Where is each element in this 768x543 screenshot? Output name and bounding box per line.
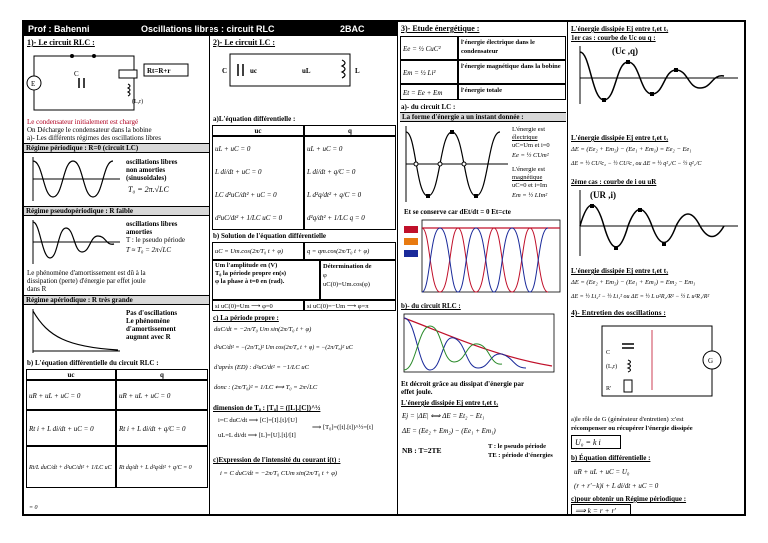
phase-determination-box (320, 260, 396, 300)
maintenance-ed-title: b) Équation différentielle : (571, 454, 651, 462)
phase-line: φ la phase à t=0 en (rad). (215, 278, 285, 285)
dissipated-title-2: L'énergie dissipée Ej entre t₁et t₂ (571, 134, 669, 142)
svg-text:E: E (31, 80, 36, 88)
aperiodic-text-2: Le phénomène (126, 317, 170, 325)
section-2-title: 2)- Le circuit LC : (213, 38, 276, 47)
dimension-eq-2: uL=L di/dt ⟹ [L]=[U].[t]/[I] (218, 432, 296, 439)
case-2-eq-1: ΔE = (Ee₂ + Em₂) − (Ee₁ + Em₁) = Em₂ − Em₁ (571, 279, 696, 286)
svg-text:G: G (708, 357, 714, 365)
energy-total-formula: Et = Ee + Em (400, 84, 458, 100)
svg-text:C: C (606, 350, 611, 356)
lc-energy-title: a)- du circuit LC : (401, 103, 456, 111)
current-eq: i = C duC/dt = −2π/T₀ CUm sin(2π/T₀ t + φ) (220, 470, 338, 477)
periodic-text-1: oscillations libres (126, 158, 178, 166)
aperiodic-text-3: d'amortissement (126, 325, 176, 333)
rlc-table-header-uc: uc (26, 369, 116, 380)
regime-aperiodic-title: Régime apériodique : R très grande (24, 295, 209, 305)
case-1-axis-label: (Uc ,q) (612, 46, 638, 56)
rlc-table-cell: Rt i + L di/dt + uC = 0 (26, 410, 116, 446)
regime-pseudo-title: Régime pseudopériodique : R faible (24, 206, 209, 216)
solution-q: q = qm.cos(2π/T₀ t + φ) (304, 242, 396, 260)
energy-mag-formula: Em = ½ Li² (400, 60, 458, 84)
section-1-title: 1)- Le circuit RLC : (27, 38, 95, 47)
uc-time-curve (402, 124, 510, 204)
lc-eq: d²uC/dt² + 1/LC uC = 0 (215, 214, 283, 222)
periodic-condition-title: c)pour obtenir un Régime périodique : (571, 495, 687, 503)
period-title: c) La période propre : (213, 314, 279, 322)
pseudo-formula: T ≈ T₀ = 2π√LC (126, 246, 172, 254)
column-energy (398, 22, 568, 514)
svg-text:L: L (355, 67, 360, 75)
rlc-table-cell: Rt i + L di/dt + q/C = 0 (116, 410, 208, 446)
amplitude-box (212, 260, 320, 300)
rlc-circuit-diagram (24, 48, 210, 118)
section-4-title: 4)- Entretien des oscillations : (571, 308, 666, 317)
phase-case-2: si uC(0)=−Um ⟶ φ=π (304, 300, 396, 311)
mag-key-2: magnétique (512, 174, 543, 181)
det-line: uC(0)=Um.cos(φ) (323, 281, 370, 288)
rlc-table-header-q: q (116, 369, 208, 380)
lc-table-col-q (304, 136, 396, 230)
case-1-title: 1er cas : courbe de Uc ou q : (571, 34, 656, 42)
maintenance-eq-1: uR + uL + uC = U₀ (574, 468, 630, 476)
case-2-eq-2: ΔE = ½ Li₂² − ½ Li₁² ou ΔE = ½ L u²R₂/R² − ½ L u²R₁/R² (571, 294, 710, 300)
lc-table-header-uc: uc (212, 125, 304, 136)
pseudo-text-2: amorties (126, 228, 153, 236)
damping-note-2: dissipation (perte) d'énergie par effet joule (27, 277, 146, 285)
g-role-2: récompenser ou récupérer l'énergie dissipée (571, 425, 693, 432)
nb-line: NB : T=2TE (402, 446, 442, 455)
phase-case-1: si uC(0)=Um ⟶ φ=0 (212, 300, 304, 311)
lc-eq: uL + uC = 0 (307, 145, 343, 153)
rlc-table-cell: uR + uL + uC = 0 (26, 380, 116, 410)
case-1-eq-1: ΔE = (Ee₂ + Em₂) − (Ee₁ + Em₁) = Ee₂ − Ee₁ (571, 146, 692, 153)
elec-key-3: uC=Um et i=0 (512, 142, 550, 149)
mag-key-1: L'énergie est (512, 166, 545, 173)
rlc-energy-title: b)- du circuit RLC : (401, 302, 461, 310)
pseudo-periodic-curve (28, 218, 123, 266)
det-line: φ (323, 272, 327, 279)
energy-elec-formula: Ee = ½ CuC² (400, 36, 458, 60)
damping-note-3: dans R (27, 285, 47, 293)
dissipated-title-3: L'énergie dissipée Ej entre t₁et t₂ (571, 267, 669, 275)
rlc-table-cell: Rt/L duC/dt + d²uC/dt² + 1/LC uC = 0 (26, 446, 116, 488)
lc-eq: L d²q/dt² + q/C = 0 (307, 191, 362, 199)
lc-table-col-uc (212, 136, 304, 230)
solution-title: b) Solution de l'équation différentielle (213, 232, 327, 240)
case-2-title: 2ème cas : courbe de i ou uR (571, 178, 657, 186)
solution-uc: uC = Um.cos(2π/T₀ t + φ) (212, 242, 304, 260)
rt-formula: Rt=R+r (147, 67, 171, 75)
period-eq-4: donc : (2π/T₀)² = 1/LC ⟺ T₀ = 2π√LC (214, 384, 318, 391)
rlc-ed-title: b) L'équation différentielle du circuit RLC : (27, 359, 159, 367)
energy-elec-text: l'énergie électrique dans le condensateur (458, 36, 566, 60)
damping-note-1: Le phénomène d'amortissement est dû à la (27, 269, 146, 277)
dimension-eq-1: i=C duC/dt ⟹ [C]=[I].[t]/[U] (218, 417, 298, 424)
elec-key-1: L'énergie est (512, 126, 545, 133)
lc-eq: uL + uC = 0 (215, 145, 251, 153)
energy-mag-text: l'énergie magnétique dans la bobine (458, 60, 566, 84)
lc-ed-title: a)L'équation différentielle : (213, 115, 296, 123)
svg-text:(L,r): (L,r) (132, 99, 144, 105)
column-maintenance (568, 22, 748, 514)
elec-key-4: Ee = ½ CUm² (512, 152, 549, 159)
column-rlc (24, 22, 210, 514)
level-label: 2BAC (340, 24, 365, 34)
intro-line-2: On Décharge le condensateur dans la bobine (27, 126, 152, 134)
nb-line-2: TE : période d'énergies (488, 452, 553, 459)
dissipated-title: L'énergie dissipée Ej entre t₁et t₂ (401, 399, 499, 407)
aperiodic-curve (28, 307, 123, 355)
intro-line-1: Le condensateur initialement est chargé (27, 118, 139, 126)
period-line: T₀ la période propre en(s) (215, 270, 287, 277)
dissipated-eq-1: Ej = |ΔE| ⟺ ΔE = Et₂ − Et₁ (402, 412, 485, 420)
periodic-text-2: non amorties (126, 166, 166, 174)
lc-energy-curves (402, 218, 562, 296)
svg-text:C: C (74, 70, 79, 78)
case-2-axis-label: (UR ,i) (590, 190, 616, 200)
g-role-1: a)le rôle de G (générateur d'entretien) :c'est (571, 416, 684, 423)
maintenance-eq-2: (r + r'−k)i + L di/dt + uC = 0 (574, 482, 659, 490)
period-eq-2: d²uC/dt² = −(2π/T₀)² Um cos(2π/T₀ t + φ) = −(2π/T₀)² uC (214, 345, 353, 351)
det-line: Détermination de (323, 263, 372, 270)
svg-text:(L,r): (L,r) (606, 364, 618, 370)
dissipated-title-1: L'énergie dissipée Ej entre t₁et t₂ (571, 25, 669, 33)
dimension-result: ⟹ [T₀]=([t].[t])^½=[t] (312, 424, 374, 431)
decay-line-2: effet joule. (401, 388, 433, 396)
lc-eq: d²q/dt² + 1/LC q = 0 (307, 214, 365, 222)
sheet-title: Oscillations libres : circuit RLC (141, 24, 275, 34)
mag-key-3: uC=0 et i=Im (512, 182, 548, 189)
pseudo-text-1: oscillations libres (126, 220, 178, 228)
lc-eq: L di/dt + uC = 0 (215, 168, 262, 176)
mag-key-4: Em = ½ LIm² (512, 192, 548, 199)
decay-line-1: Et décroit grâce au dissipat d'énergie par (401, 380, 525, 388)
svg-text:uL: uL (302, 67, 311, 75)
uc-q-curve (572, 44, 742, 106)
rlc-energy-curves (402, 312, 562, 374)
period-eq-3: d'après (ED) : d²uC/dt² = −1/LC uC (214, 364, 309, 371)
aperiodic-text-4: augmnt avec R (126, 333, 171, 341)
t0-formula: T₀ = 2π.√LC (128, 185, 169, 194)
dissipated-eq-2: ΔE = (Ee₂ + Em₂) − (Ee₁ + Em₁) (402, 427, 496, 435)
lc-eq: L di/dt + q/C = 0 (307, 168, 356, 176)
k-box (571, 504, 631, 516)
regime-periodic-title: Régime périodique : R=0 (circuit LC) (24, 143, 209, 153)
u0-box (571, 435, 621, 449)
energy-form-bar: La forme d'énergie a un instant donnée : (400, 112, 566, 122)
svg-text:R': R' (606, 386, 612, 392)
lc-circuit-diagram (210, 50, 396, 90)
ur-i-curve (572, 188, 742, 258)
k-formula: ⟹ k = r + r' (575, 506, 617, 515)
cheat-sheet (22, 20, 746, 516)
section-3-title: 3)- Etude énergétique : (401, 24, 480, 33)
aperiodic-text-1: Pas d'oscillations (126, 309, 178, 317)
svg-text:C: C (222, 67, 228, 75)
intro-line-3: a)- Les différents régimes des oscillations libres (27, 134, 161, 142)
periodic-text-3: (sinusoïdales) (126, 174, 167, 182)
dimension-title: dimension de T₀ : [T₀] = ([L].[C])^½ (213, 404, 321, 412)
rlc-table-cell: uR + uL + uC = 0 (116, 380, 208, 410)
conservation-line: Et se conserve car dEt/dt = 0 Et=cte (404, 208, 511, 216)
pseudo-text-3: T : le pseudo période (126, 236, 185, 244)
nb-line-1: T : le pseudo période (488, 443, 547, 450)
energy-total-text: l'énergie totale (458, 84, 566, 100)
rlc-table-cell: Rt dq/dt + L d²q/dt² + q/C = 0 (116, 446, 208, 488)
u0-formula: U₀ = k i (575, 438, 601, 447)
svg-text:uc: uc (250, 67, 257, 75)
periodic-curve (28, 155, 123, 203)
case-1-eq-2: ΔE = ½ CU²c₂ − ½ CU²c₁ ou ΔE = ½ q²₂/C − ½ q²₁/C (571, 161, 702, 167)
prof-name: Prof : Bahenni (28, 24, 90, 34)
current-title: c)Expression de l'intensité du courant i(t) : (213, 456, 341, 464)
amplitude-line: Um l'amplitude en (V) (215, 262, 278, 269)
period-eq-1: duC/dt = −2π/T₀ Um sin(2π/T₀ t + φ) (214, 326, 312, 333)
lc-table-header-q: q (304, 125, 396, 136)
column-lc (210, 22, 398, 514)
lc-eq: LC d²uC/dt² + uC = 0 (215, 191, 277, 199)
elec-key-2: électrique (512, 134, 538, 141)
maintenance-circuit (572, 320, 742, 400)
